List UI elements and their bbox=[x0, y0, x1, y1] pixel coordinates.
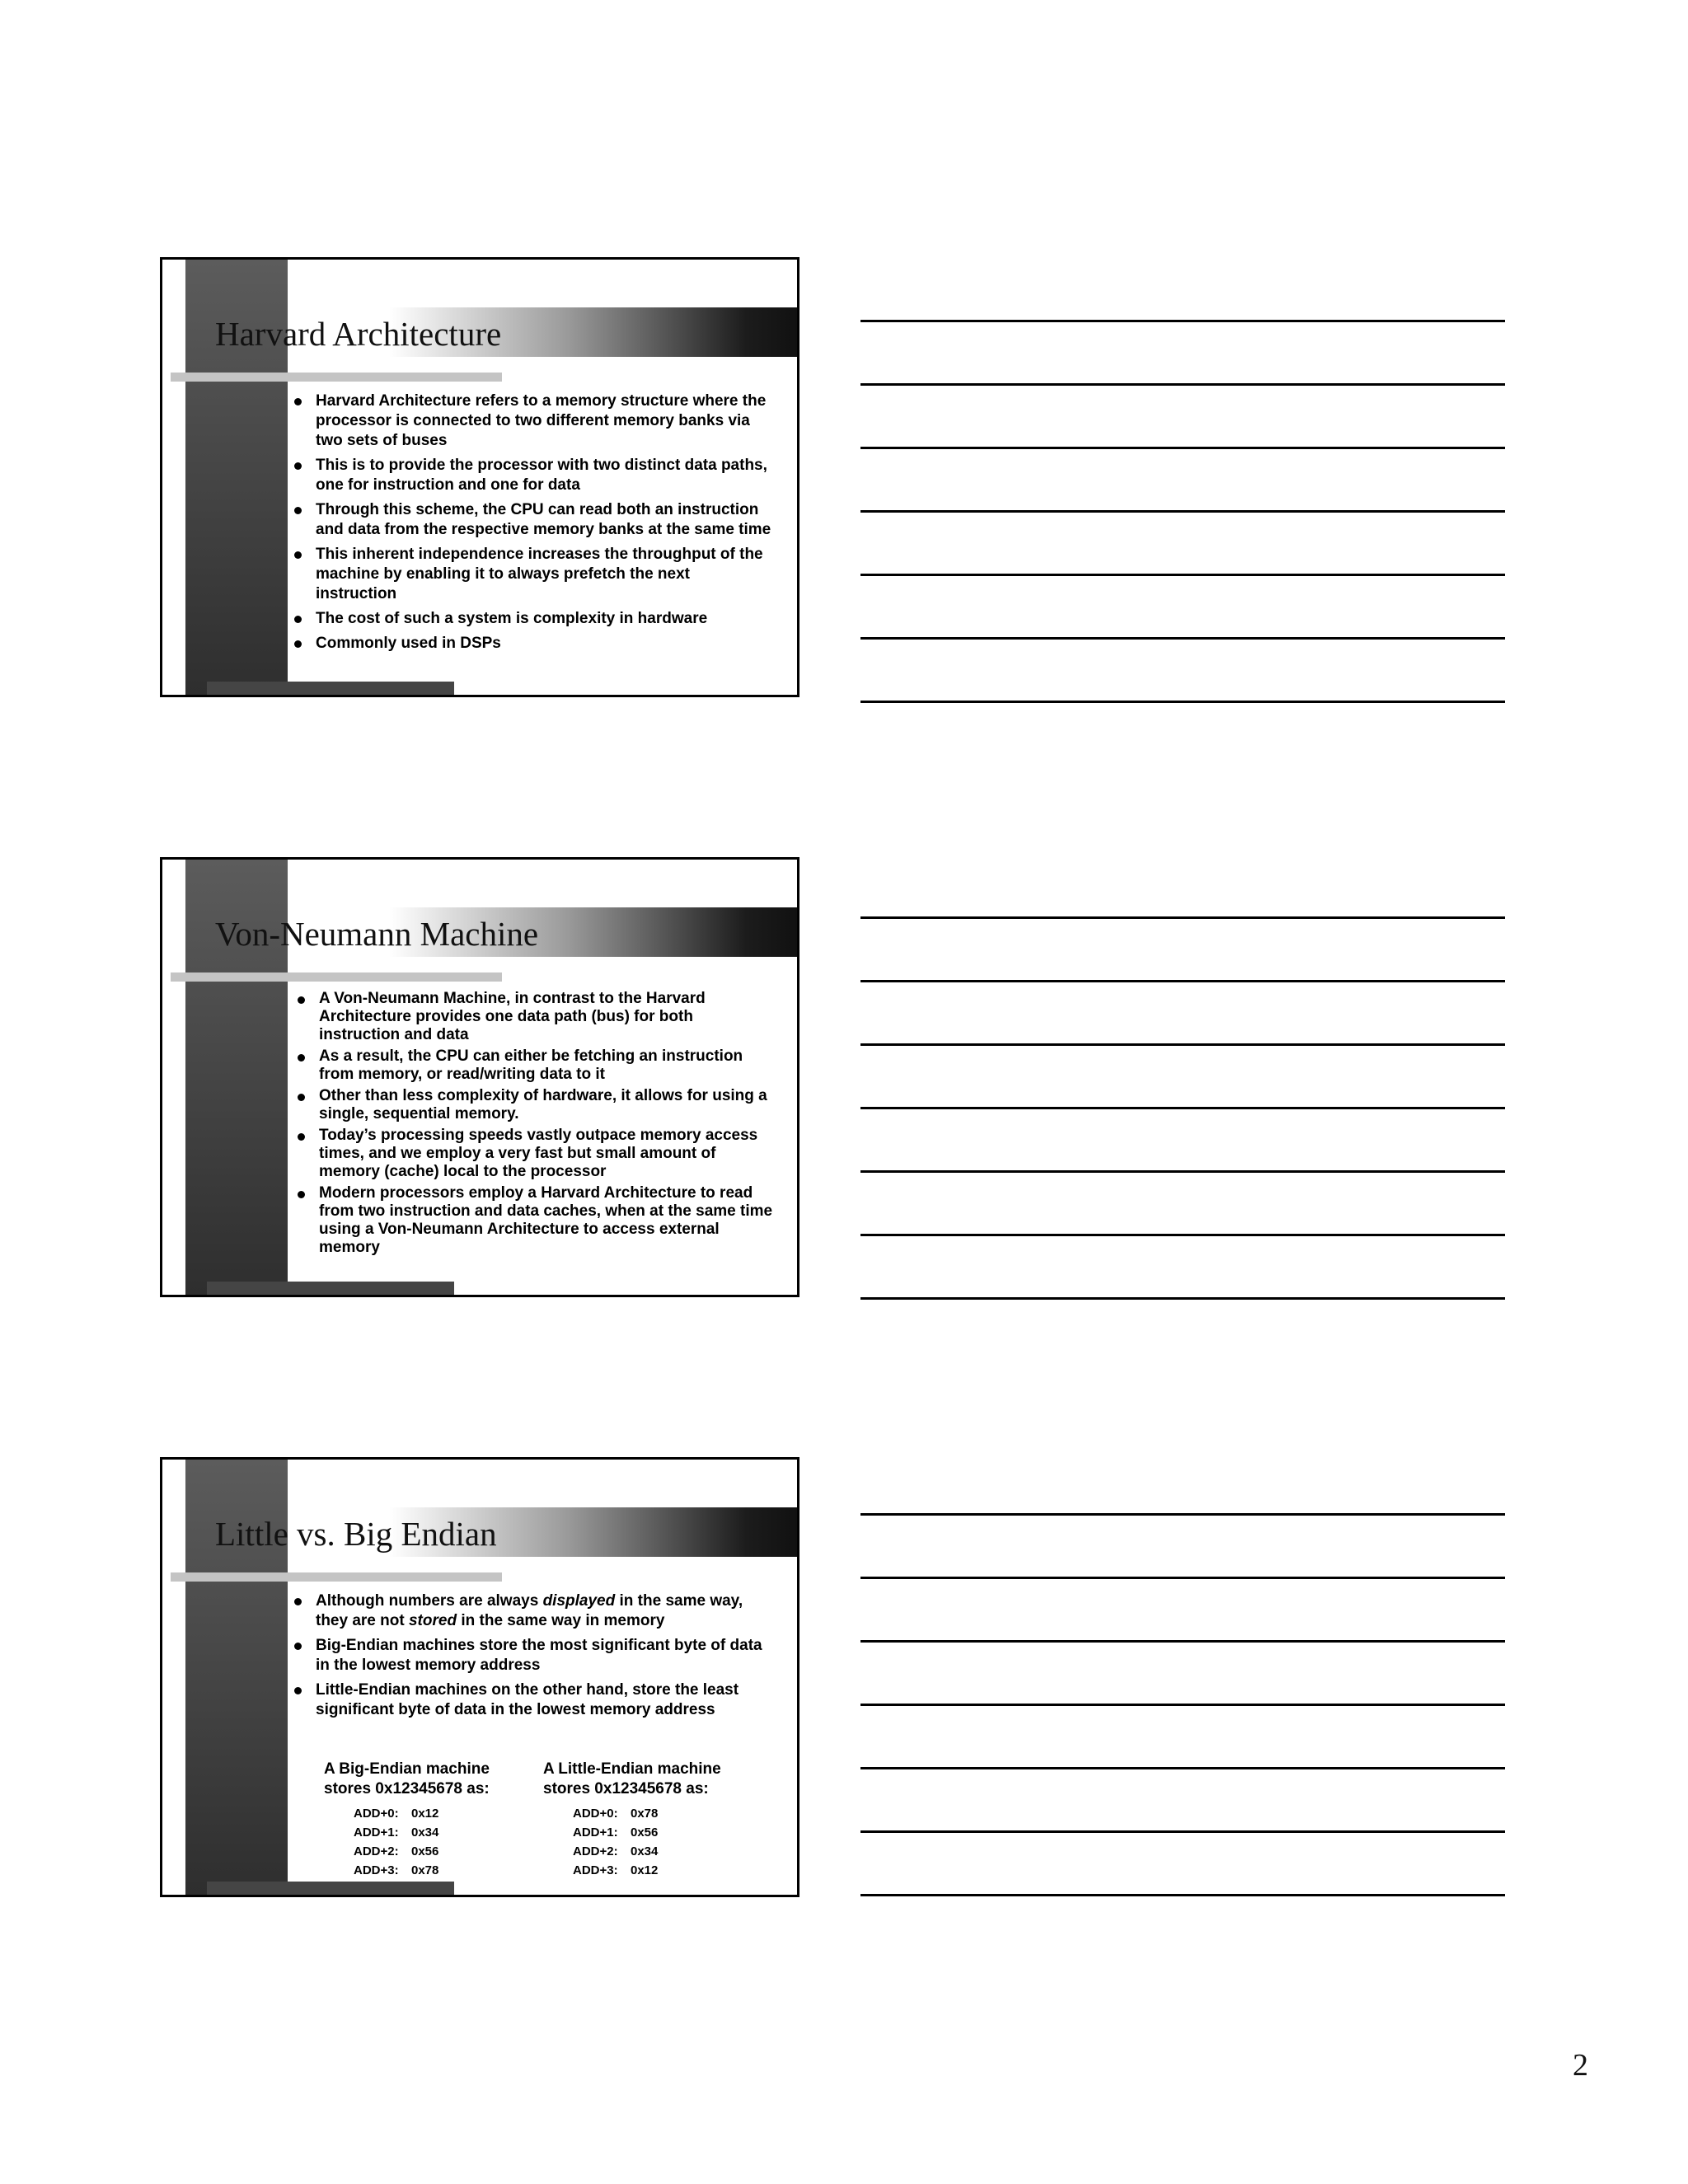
slide-title: Von-Neumann Machine bbox=[215, 915, 539, 953]
memory-row bbox=[354, 1861, 538, 1880]
big-endian-example bbox=[324, 1760, 538, 1880]
bullet-item: Big-Endian machines store the most significant byte of data in the lowest memory address bbox=[294, 1636, 772, 1675]
note-line bbox=[860, 637, 1505, 640]
bullet-list bbox=[294, 1591, 772, 1725]
memory-row bbox=[354, 1804, 538, 1823]
bullet-item: Little-Endian machines on the other hand, store the least significant byte of data in the lowest memory address bbox=[294, 1680, 772, 1720]
memory-address: ADD+1: bbox=[573, 1825, 618, 1840]
memory-address: ADD+3: bbox=[573, 1863, 618, 1877]
memory-row bbox=[573, 1842, 757, 1861]
note-line bbox=[860, 510, 1505, 513]
bullet-item: A Von-Neumann Machine, in contrast to the Harvard Architecture provides one data path (bus) for both instruction and data bbox=[298, 990, 776, 1044]
page-number: 2 bbox=[1573, 2048, 1588, 2083]
memory-row bbox=[354, 1823, 538, 1842]
memory-address: ADD+3: bbox=[354, 1863, 399, 1877]
bullet-item: As a result, the CPU can either be fetching an instruction from memory, or read/writing data to it bbox=[298, 1047, 776, 1084]
little-endian-rows bbox=[543, 1804, 757, 1880]
memory-address: ADD+0: bbox=[573, 1807, 618, 1821]
note-line bbox=[860, 447, 1505, 449]
bullet-item: Harvard Architecture refers to a memory structure where the processor is connected to two different memory banks via two sets of buses bbox=[294, 391, 772, 451]
note-line bbox=[860, 1043, 1505, 1046]
bullet-item: This is to provide the processor with two distinct data paths, one for instruction and one for data bbox=[294, 456, 772, 495]
bullet-item: This inherent independence increases the throughput of the machine by enabling it to always prefetch the next instruction bbox=[294, 545, 772, 604]
slide-title: Harvard Architecture bbox=[215, 315, 502, 353]
slide-little-vs-big-endian bbox=[160, 1457, 799, 1897]
note-line bbox=[860, 383, 1505, 386]
title-underline bbox=[171, 972, 502, 982]
memory-row bbox=[573, 1823, 757, 1842]
note-line bbox=[860, 1767, 1505, 1769]
emphasis-displayed: displayed bbox=[542, 1592, 616, 1610]
little-endian-heading: A Little-Endian machine stores 0x12345678 as: bbox=[543, 1760, 721, 1797]
note-line bbox=[860, 1577, 1505, 1579]
title-underline bbox=[171, 1572, 502, 1582]
slide-von-neumann-machine bbox=[160, 857, 799, 1297]
memory-address: ADD+1: bbox=[354, 1825, 399, 1840]
slide-bottom-bar bbox=[207, 1282, 454, 1295]
slide-harvard-architecture bbox=[160, 257, 799, 697]
note-line bbox=[860, 980, 1505, 982]
note-line bbox=[860, 1830, 1505, 1833]
bullet-item: Today’s processing speeds vastly outpace memory access times, and we employ a very fast but small amount of memory (cache) local to the processor bbox=[298, 1127, 776, 1181]
memory-value: 0x34 bbox=[411, 1825, 439, 1840]
bullet-item: Although numbers are always displayed in the same way, they are not stored in the same way in memory bbox=[294, 1591, 772, 1631]
memory-row bbox=[573, 1861, 757, 1880]
slide-bottom-bar bbox=[207, 682, 454, 695]
slide-bottom-bar bbox=[207, 1882, 454, 1895]
note-line bbox=[860, 916, 1505, 919]
memory-value: 0x78 bbox=[411, 1863, 439, 1877]
memory-value: 0x56 bbox=[631, 1825, 659, 1840]
note-line bbox=[860, 1513, 1505, 1516]
note-line bbox=[860, 1894, 1505, 1896]
memory-address: ADD+2: bbox=[354, 1844, 399, 1858]
bullet-item: Through this scheme, the CPU can read both an instruction and data from the respective memory banks at the same time bbox=[294, 500, 772, 540]
big-endian-heading: A Big-Endian machine stores 0x12345678 as: bbox=[324, 1760, 490, 1797]
memory-address: ADD+0: bbox=[354, 1807, 399, 1821]
memory-value: 0x78 bbox=[631, 1807, 659, 1821]
bullet-item: Modern processors employ a Harvard Architecture to read from two instruction and data caches, when at the same time using a Von-Neumann Architecture to access external memory bbox=[298, 1184, 776, 1257]
title-underline bbox=[171, 373, 502, 382]
bullet-item: Other than less complexity of hardware, it allows for using a single, sequential memory. bbox=[298, 1087, 776, 1123]
memory-value: 0x12 bbox=[631, 1863, 659, 1877]
bullet-item: The cost of such a system is complexity in hardware bbox=[294, 609, 772, 629]
little-endian-example bbox=[543, 1760, 757, 1880]
memory-value: 0x34 bbox=[631, 1844, 659, 1858]
memory-value: 0x56 bbox=[411, 1844, 439, 1858]
memory-row bbox=[354, 1842, 538, 1861]
note-line bbox=[860, 1107, 1505, 1109]
bullet-list bbox=[298, 990, 776, 1260]
note-line bbox=[860, 574, 1505, 576]
memory-row bbox=[573, 1804, 757, 1823]
note-line bbox=[860, 1297, 1505, 1300]
note-line bbox=[860, 701, 1505, 703]
note-line bbox=[860, 1234, 1505, 1236]
slide-title: Little vs. Big Endian bbox=[215, 1515, 497, 1553]
bullet-list bbox=[294, 391, 772, 658]
big-endian-rows bbox=[324, 1804, 538, 1880]
note-line bbox=[860, 1704, 1505, 1706]
bullet-item: Commonly used in DSPs bbox=[294, 634, 772, 654]
emphasis-stored: stored bbox=[408, 1612, 457, 1629]
note-line bbox=[860, 320, 1505, 322]
note-line bbox=[860, 1170, 1505, 1173]
note-line bbox=[860, 1640, 1505, 1643]
memory-address: ADD+2: bbox=[573, 1844, 618, 1858]
memory-value: 0x12 bbox=[411, 1807, 439, 1821]
